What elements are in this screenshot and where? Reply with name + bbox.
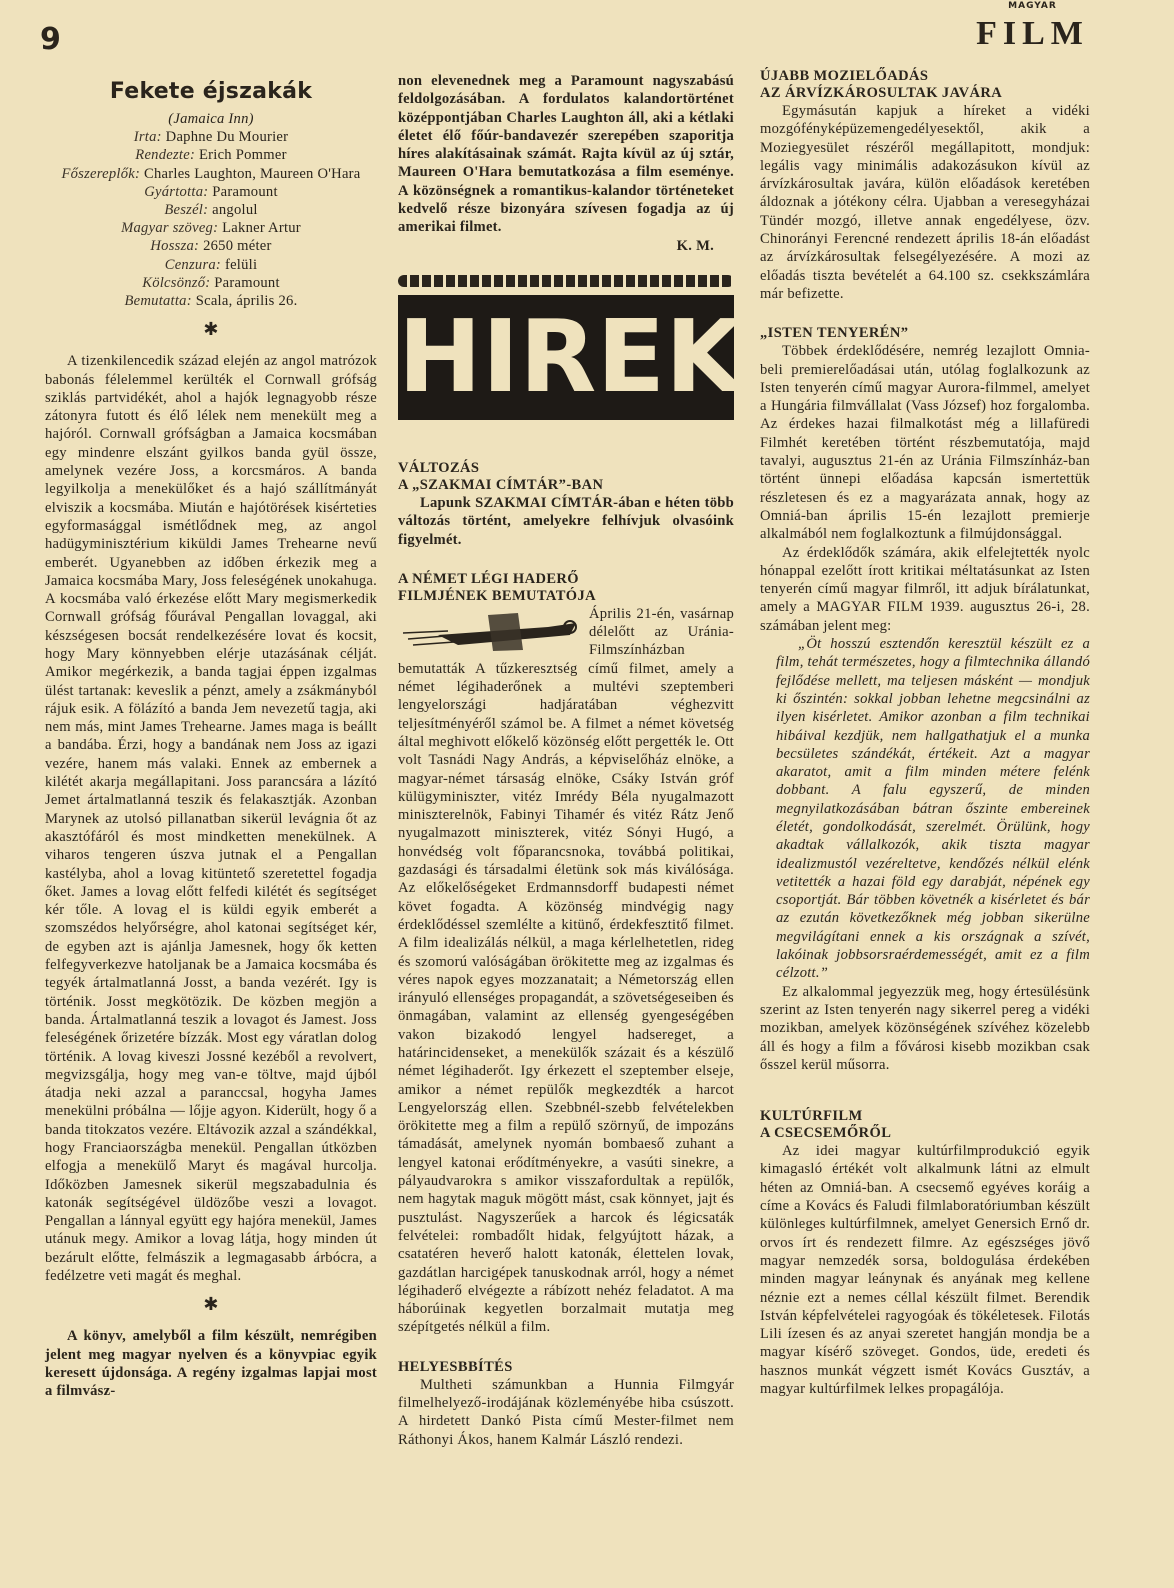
credit-label: Hossza:	[150, 238, 200, 255]
credit-label: Cenzura:	[164, 256, 222, 273]
banner-letter: E	[596, 298, 666, 416]
separator-star: ✱	[203, 319, 219, 340]
credit-label: Gyártotta:	[144, 183, 209, 200]
credit-line	[45, 201, 377, 219]
news-headline: VÁLTOZÁS	[398, 459, 480, 476]
column-left	[45, 70, 377, 1401]
credit-line	[45, 292, 377, 310]
review-quote: „Öt hosszú esztendőn keresztül készült ez a film, tehát természetes, hogy a filmtechnika állandó fejlődése mellett, ma teljesen másként — mondjuk ki őszintén: sokkal jobban lehetne megcsinálni az ilyen kisérletet. Amikor azonban a film technikai hibáival kezdjük, nem hallgathatjuk el a munka becsületes szándékát, értékeit. Azt a magyar akaratot, amit a film minden métere felénk dobbant. A falu egyszerű, de minden megnyilatkozásában bátran őszinte embereinek életét, gondolkodását, szerelmét. Örülünk, hogy akadtak vállalkozók, akik tiszta magyar idealizmustól vezéreltetve, kendőzés nélkül elénk vetitették a hazai föld egy darabját, népének egy csoportját. Bár többen követnék a kisérletet és bár az ezután következőknek még jobban sikerülne megvilágítani ennek a kis országnak a szívét, lakóinak jobbsorsraérdemességét, amit ez a film célzott.”	[776, 636, 1090, 982]
masthead-logo	[975, 0, 1090, 54]
review-bold-continuation: non elevenednek meg a Paramount nagyszabású feldolgozásában. A fordulatos kalandortörténet középpontjában Charles Laughton áll, aki a kétlaki életet élő főúr-bandavezér szerepében szaporitja híres alakításainak számát. Rajta kívül az új sztár, Maureen O'Hara bemutatkozása a film eseménye. A közönségnek a romantikus-kalandor történeteket kedvelő része bizonyára szívesen fogadja az új amerikai filmet.	[398, 73, 734, 236]
review-title: Fekete éjszakák	[109, 79, 313, 104]
masthead-small: MAGYAR	[1008, 1, 1057, 11]
original-title: (Jamaica Inn)	[168, 111, 254, 127]
news-item-helyesbites	[398, 1359, 734, 1449]
credit-value: Scala, április 26.	[195, 293, 298, 310]
credit-label: Kölcsönző:	[142, 274, 211, 291]
news-item-nemet-legi-hadero	[398, 571, 734, 1337]
credit-label: Irta:	[133, 129, 162, 146]
banner-letter: I	[481, 298, 520, 416]
news-paragraph: Többek érdeklődésére, nemrég lezajlott Omnia-beli premierelőadásai után, utólag foglalkozunk az Isten tenyerén című magyar Aurora-filmmel, amelyet a Hungária filmvállalat (Vass József) hoz forgalomba. Az érdekes hazai filmalkotást még a lillafüredi Filmhét keretében történt részbemutatója, majd tavalyi, augusztus 21-én az Uránia Filmszínház-ban történt ünnepi előadása kapcsán ismertettük részletesen és ez a magyarázata annak, hogy az Omniá-ban április 15-én lezajlott premierje alkalmából nem foglalkoztunk a filmújdonsággal.	[760, 343, 1090, 543]
news-item-kulturfilm	[760, 1108, 1090, 1398]
banner-letter: H	[398, 298, 482, 416]
news-headline: ÚJABB MOZIELŐADÁS	[760, 68, 929, 84]
news-headline: A „SZAKMAI CÍMTÁR”-BAN	[398, 476, 604, 493]
credit-line	[45, 219, 377, 237]
news-headline: AZ ÁRVÍZKÁROSULTAK JAVÁRA	[760, 85, 1003, 101]
column-middle	[398, 72, 743, 1449]
masthead-title: FILM	[976, 15, 1089, 52]
review-credits	[45, 110, 377, 310]
credit-line	[45, 165, 377, 183]
news-paragraph: Április 21-én, vasárnap délelőtt az Uránia-Filmszínházban bemutatták A tűzkeresztség című filmet, amely a német légihaderőnek a multévi szeptemberi lengyelországi hadjáratában véghezvitt teljesítményéről számol be. A filmet a német követség által meghivott előkelő közönség előtt pergették le. Ott volt Tasnádi Nagy András, a képviselőház elnöke, a magyar-német társaság elnöke, Csáky István gróf külügyminiszter, vitéz Imrédy Béla nyugalmazott miniszterelnök, Fabinyi Tihamér és vitéz Rátz Jenő nyugalmazott miniszterek, vitéz Sónyi Hugó, a honvédség volt főparancsnoka, továbbá politikai, gazdasági és társadalmi életünk sok más kiválósága. Az előkelőségeket Erdmannsdorff budapesti német követ fogadta. A közönség mindvégig nagy érdeklődéssel szemlélte a kitünő, érdekfesztitő filmet. A film idealizálás nélkül, a maga kérlelhetetlen, rideg és szomorú valóságában örökitette meg az izgalmas és véres napok egyes mozzanatait; a Németország ellen irányuló ellenséges propagandát, a szövetségeseiben és önmagában, valamint az ellenség gyengeségében vakon bizakodó lengyel hadsereget, a határincidenseket, a menekülők százait és a készülő német légihaderőt. Igy érkezett el szeptember elseje, amikor a német repülők megkezdték a harcot Lengyelország ellen. Szebbnél-szebb felvételekben örökitette meg a film a repülő szörnyű, de impozáns támadását, amelynek nyomán bombaeső zuhant a lengyel katonai erődítményekre, a vasúti sinekre, a pályaudvarokra s amikor visszafordultak a repülők, nem hagytak maguk mögött mást, csak könnyet, jajt és pusztulást. Nagyszerűek a harcok és légicsaták felvételei: rombadőlt hidak, felgyújtott házak, a csatatéren heverő halott katonák, élettelen lovak, gazdátlan harcigépek tanuskodnak arról, hogy a német légihaderő elvégezte a rábízott nehéz feladatot. A ma háborúinak kegyetlen borzalmait mutatja meg szépítgetés nélkül a film.	[398, 605, 734, 1336]
news-headline: „ISTEN TENYERÉN”	[760, 325, 909, 342]
news-paragraph: Egymásután kapjuk a híreket a vidéki mozgófényképüzemengedélyesektől, akik a Moziegyesület részéről megállapitott, mondjuk: legális vagy minimális adakozásukon kívül az árvízkárosultak javára, külön előadások keretében áldoznak a jótékony célra. Ujabban a veresegyházai Tündér mozgó, illetve annak engedélyese, özv. Chinorányi Ferencné rendezett április 18-án előadást az árvízkárosultak felsegélyezésére. A mozi az előadás tiszta bevételét a 64.100 sz. csekkszámlára már befizette.	[760, 103, 1090, 302]
news-headline: A CSECSEMŐRŐL	[760, 1125, 892, 1142]
credit-line	[45, 274, 377, 292]
credit-value: Erich Pommer	[198, 147, 287, 164]
page-number: 9	[40, 22, 61, 57]
credit-value: Daphne Du Mourier	[165, 129, 289, 146]
credit-label: Rendezte:	[135, 147, 196, 164]
credit-line	[45, 256, 377, 274]
news-paragraph: Ez alkalommal jegyezzük meg, hogy értesülésünk szerint az Isten tenyerén nagy sikerrel pereg a vidéki mozikban, amelyek közönségének szívéhez közelebb áll és hogy a film a fővárosi kisebb mozikban csak ősszel kerül műsorra.	[760, 983, 1090, 1073]
news-headline: FILMJÉNEK BEMUTATÓJA	[398, 587, 596, 604]
credit-value: Lakner Artur	[222, 220, 301, 237]
credit-label: Főszereplők:	[61, 165, 141, 182]
news-headline: HELYESBBÍTÉS	[398, 1358, 513, 1375]
news-headline: A NÉMET LÉGI HADERŐ	[398, 570, 579, 587]
credit-label: Beszél:	[164, 202, 209, 219]
credit-value: Paramount	[212, 183, 278, 200]
credit-label: Magyar szöveg:	[121, 220, 219, 237]
news-paragraph: Az idei magyar kultúrfilmprodukció egyik kimagasló értékét volt alkalmunk látni az elmult héten az Omniá-ban. A csecsemő egyéves koráig a címe a Kovács és Faludi filmlaboratóriumban készült különleges kultúrfilmnek, amelyet Genersich Ernő dr. orvos írt és rendezett filmre. Az egészséges jövő magyar nemzedék sorsa, boldogulása érdekében minden magyar leánynak és anyának meg kellene néznie ezt a nemes céllal készült filmet. Berendik István képfelvételei ragyogóak és tökéletesek. Filotás Lili ízesen és az anyai szeretet hangján mondja be a magyar kísérő szöveget. Gondos, üde, eredeti és hasznos munkát végzett ismét Kovács Gusztáv, a magyar kultúrfilmek lelkes propagálója.	[760, 1143, 1090, 1397]
news-item-arvizkarosultak	[760, 68, 1090, 303]
separator-star: ✱	[203, 1294, 219, 1315]
news-item-isten-tenyeren	[760, 325, 1090, 1074]
news-paragraph: Multheti számunkban a Hunnia Filmgyár filmelhelyező-irodájának közleményébe hiba csúszott. A hirdetett Dankó Pista című Mester-filmet nem Ráthonyi Ákos, hanem Kalmár László rendezi.	[398, 1376, 734, 1448]
review-signature: K. M.	[676, 237, 714, 254]
credit-line	[45, 237, 377, 255]
airplane-illustration	[398, 605, 583, 657]
hirek-banner	[398, 295, 743, 420]
news-item-valtozas	[398, 460, 734, 549]
column-right	[760, 68, 1090, 1398]
credit-line	[45, 183, 377, 201]
credit-line	[45, 128, 377, 146]
credit-line	[45, 146, 377, 164]
ornament-divider	[398, 275, 734, 287]
credit-value: 2650 méter	[203, 238, 272, 255]
banner-letter: R	[519, 298, 597, 416]
news-paragraph: Az érdeklődők számára, akik elfelejtették nyolc hónappal ezelőtt írott kritikai méltatásunkat az Isten tenyerén című magyar filmről, itt adjuk bírálatunkat, amely a MAGYAR FILM 1939. augusztus 26-i, 28. számában jelent meg:	[760, 544, 1090, 634]
credit-value: felüli	[224, 256, 258, 273]
review-body: A tizenkilencedik század elején az angol matrózok babonás félelemmel kerülték el Cornwall grófság sziklás partvidékét, ahol a hajók legnagyobb része zátonyra futott és élő lélek nem menekült meg a hajóról. Cornwall grófságban a Jamaica kocsmában egy mindenre elszánt gyilkos banda gyül össze, amelynek vezére Joss, a korcsmáros. A banda legyilkolja a menekülőket és a hajó szállítmányát elviszik a kocsmába. Miután e hajótörések kisérteties egyformasággal ismétlődnek meg, az angol hadügyminisztérium kiküldi James Trehearne nevű emberét. Ugyanebben az időben érkezik meg a Jamaica kocsmába Mary, Joss feleségének unokahuga. A kocsmába való érkezése előtt Mary megismerkedik Cornwall grófság főurával Pengallan lovaggal, aki készségesen bocsát rendelkezésére lovat és kocsit, hogy Mary könnyebben elérje utazásának célját. Amikor megérkezik, a banda tagjai éppen izgalmas ülést tartanak: keveslik a pénzt, amely a zsákmányból rájuk esik. A fölázító a banda Jem nevezetű tagja, aki nem más, mint James Trehearne. James maga is beállt a bandába. Érzi, hogy a bandának nem Joss az igazi vezére, hanem más valaki. Ennek az embernek a kilétét akarja megállapitani. Joss parancsára a lázító Jemet ártalmatlanná teszik és felakasztják. Azonban Marynek az utolsó pillanatban sikerül levágnia őt az akasztófáról és most mindketten menekülnek. A viharos tengeren úszva jutnak el a Pengallan kastélyba, ahol a lovag kitüntető szeretettel fogadja őket. James a lovag előtt felfedi kilétét és segítséget kér tőle. A lovag el is küldi egyik emberét a szomszédos helyőrségre, ahol katonai segítséget kér, de egyben azt is ajánlja Jamesnek, hogy ők ketten felfegyverkezve hatoljanak be a Jamaica kocsmába és tegyék ártalmatlanná Josst, a banda vezérét. Igy is történik. Josst megkötözik. De közben megjön a banda. Ártalmatlanná teszik a lovagot és Jamest. Joss feleségének őrizetére bízzák. Most egy váratlan dolog történik. A lovag kiveszi Jossné kezéből a revolvert, megvizsgálja, hogy meg van-e töltve, majd újból átadja neki azzal a paranccsal, hogyha James menekülni próbálna — lőjje agyon. Kiderült, hogy ő a banda titokzatos vezére. Eltávozik azzal a szándékkal, hogy Franciaországba menekül. Pengallan útközben elfogja a menekülő Maryt és magával hurcolja. Időközben Jamesnek sikerül megszabadulnia és katonák segítségével üldözőbe veszi a lovagot. Pengallan a lánnyal együtt egy hajóra menekül, James utánuk megy. Amikor a lovag látja, hogy minden út bezárult előtte, felmászik a legmagasabb árbócra, a fedélzetre veti magát és meghal.	[45, 353, 377, 1285]
news-paragraph: Lapunk SZAKMAI CÍMTÁR-ában e héten több változás történt, amelyekre felhívjuk olvasóink figyelmét.	[398, 494, 734, 548]
credit-value: Paramount	[214, 274, 280, 291]
news-headline: KULTÚRFILM	[760, 1108, 863, 1125]
review-bold-paragraph: A könyv, amelyből a film készült, nemrégiben jelent meg magyar nyelven és a könyvpiac egyik keresett újdonsága. A regény izgalmas lapjai most a filmvász-	[45, 1328, 377, 1400]
credit-value: Charles Laughton, Maureen O'Hara	[144, 165, 361, 182]
credit-value: angolul	[212, 202, 258, 219]
banner-letter: K	[665, 298, 743, 416]
credit-label: Bemutatta:	[124, 293, 192, 310]
